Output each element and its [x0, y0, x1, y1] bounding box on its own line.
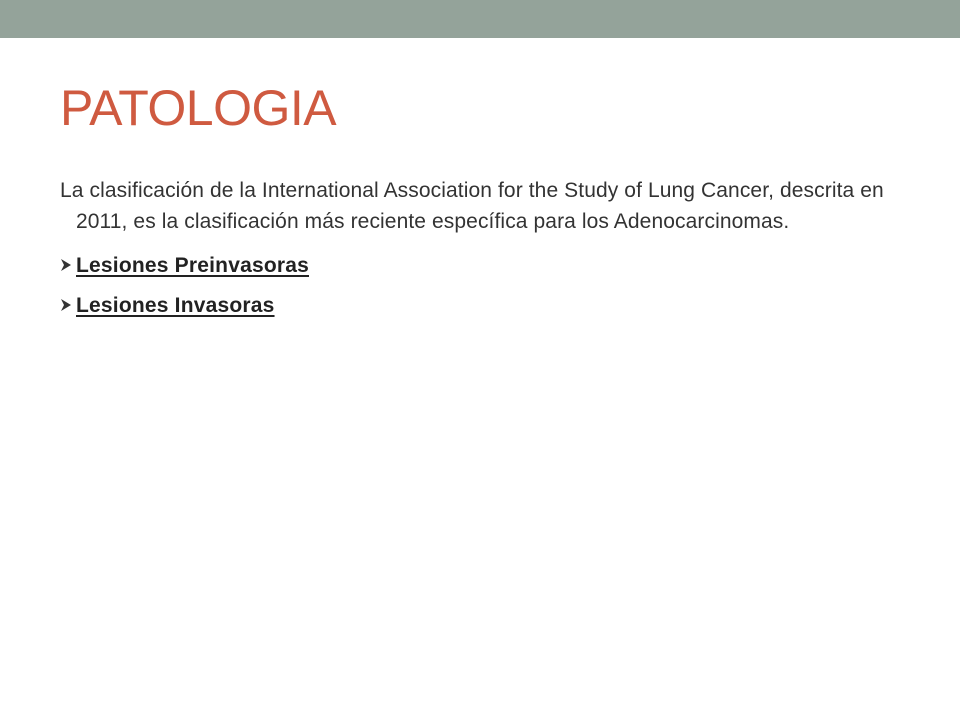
lesiones-preinvasoras-link[interactable]: Lesiones Preinvasoras	[76, 253, 309, 277]
top-accent-band	[0, 0, 960, 38]
lesiones-invasoras-link[interactable]: Lesiones Invasoras	[76, 293, 275, 317]
bullet-list	[60, 245, 900, 325]
bullet-item-invasoras	[60, 285, 900, 325]
slide-title: PATOLOGIA	[60, 80, 337, 136]
bullet-item-preinvasoras	[60, 245, 900, 285]
slide-content	[60, 175, 900, 325]
arrow-bullet-icon	[60, 258, 74, 272]
intro-paragraph: La clasificación de la International Association for the Study of Lung Cancer, descrita en 2011, es la clasificación más reciente específica para los Adenocarcinomas.	[60, 179, 884, 233]
arrow-bullet-icon	[60, 298, 74, 312]
